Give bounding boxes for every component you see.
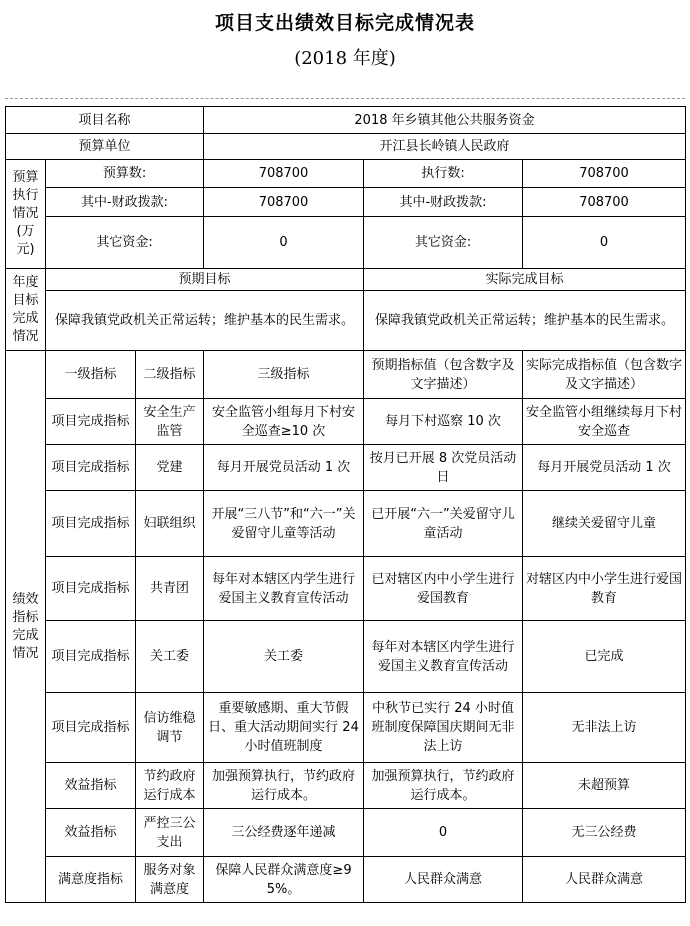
indicator-actual: 已完成 xyxy=(523,621,686,693)
divider xyxy=(5,98,685,99)
executed-label: 执行数: xyxy=(364,160,523,188)
budget-label: 预算数: xyxy=(46,160,204,188)
page-title: 项目支出绩效目标完成情况表 xyxy=(214,12,475,34)
indicator-header-row xyxy=(6,351,686,399)
indicator-level1: 项目完成指标 xyxy=(46,491,136,557)
indicator-level3: 重要敏感期、重大节假日、重大活动期间实行 24 小时值班制度 xyxy=(204,693,364,763)
column-header: 三级指标 xyxy=(204,351,364,399)
indicators-section-label: 绩效指标完成情况 xyxy=(6,351,46,903)
table-row xyxy=(6,445,686,491)
indicator-level1: 项目完成指标 xyxy=(46,693,136,763)
fiscal-allocation-value: 708700 xyxy=(204,188,364,217)
indicator-level1: 项目完成指标 xyxy=(46,621,136,693)
budget-value: 708700 xyxy=(204,160,364,188)
indicator-expected: 每年对本辖区内学生进行爱国主义教育宣传活动 xyxy=(364,621,523,693)
project-name-label: 项目名称 xyxy=(6,107,204,134)
indicator-level3: 开展“三八节”和“六一”关爱留守儿童等活动 xyxy=(204,491,364,557)
indicator-level3: 保障人民群众满意度≥95%。 xyxy=(204,857,364,903)
indicator-level1: 项目完成指标 xyxy=(46,445,136,491)
column-header: 实际完成指标值（包含数字及文字描述） xyxy=(523,351,686,399)
indicator-level3: 三公经费逐年递减 xyxy=(204,809,364,857)
indicator-level2: 严控三公支出 xyxy=(136,809,204,857)
indicator-level1: 项目完成指标 xyxy=(46,399,136,445)
indicator-actual: 继续关爱留守儿童 xyxy=(523,491,686,557)
indicator-level2: 节约政府运行成本 xyxy=(136,763,204,809)
indicator-level2: 信访维稳调节 xyxy=(136,693,204,763)
indicator-actual: 每月开展党员活动 1 次 xyxy=(523,445,686,491)
table-row xyxy=(6,857,686,903)
performance-table xyxy=(5,106,686,903)
indicator-level3: 关工委 xyxy=(204,621,364,693)
budget-row xyxy=(6,188,686,217)
indicator-actual: 人民群众满意 xyxy=(523,857,686,903)
table-row xyxy=(6,693,686,763)
indicator-level3: 安全监管小组每月下村安全巡查≥10 次 xyxy=(204,399,364,445)
goals-row xyxy=(6,291,686,351)
fiscal-allocation-executed-label: 其中-财政拨款: xyxy=(364,188,523,217)
budget-section-label: 预算执行情况(万元) xyxy=(6,160,46,269)
indicator-level2: 共青团 xyxy=(136,557,204,621)
other-funds-value: 0 xyxy=(204,217,364,269)
project-name-value: 2018 年乡镇其他公共服务资金 xyxy=(204,107,686,134)
goals-section-label: 年度目标完成情况 xyxy=(6,269,46,351)
indicator-level2: 党建 xyxy=(136,445,204,491)
other-funds-executed-value: 0 xyxy=(523,217,686,269)
column-header: 预期指标值（包含数字及文字描述） xyxy=(364,351,523,399)
indicator-expected: 已开展“六一”关爱留守儿童活动 xyxy=(364,491,523,557)
indicator-actual: 对辖区内中小学生进行爱国教育 xyxy=(523,557,686,621)
expected-goal-text: 保障我镇党政机关正常运转；维护基本的民生需求。 xyxy=(46,291,364,351)
indicator-expected: 中秋节已实行 24 小时值班制度保障国庆期间无非法上访 xyxy=(364,693,523,763)
indicator-expected: 已对辖区内中小学生进行爱国教育 xyxy=(364,557,523,621)
executed-value: 708700 xyxy=(523,160,686,188)
indicator-level1: 项目完成指标 xyxy=(46,557,136,621)
table-row xyxy=(6,491,686,557)
actual-goal-header: 实际完成目标 xyxy=(364,269,686,291)
budget-unit-label: 预算单位 xyxy=(6,134,204,160)
indicator-expected: 0 xyxy=(364,809,523,857)
indicator-expected: 人民群众满意 xyxy=(364,857,523,903)
indicator-expected: 每月下村巡察 10 次 xyxy=(364,399,523,445)
indicator-level3: 加强预算执行，节约政府运行成本。 xyxy=(204,763,364,809)
indicator-level2: 妇联组织 xyxy=(136,491,204,557)
budget-row xyxy=(6,217,686,269)
actual-goal-text: 保障我镇党政机关正常运转；维护基本的民生需求。 xyxy=(364,291,686,351)
table-row xyxy=(6,763,686,809)
indicator-level1: 效益指标 xyxy=(46,809,136,857)
unit-row xyxy=(6,134,686,160)
indicator-expected: 按月已开展 8 次党员活动日 xyxy=(364,445,523,491)
table-row xyxy=(6,557,686,621)
other-funds-executed-label: 其它资金: xyxy=(364,217,523,269)
goals-header-row xyxy=(6,269,686,291)
indicator-level3: 每年对本辖区内学生进行爱国主义教育宣传活动 xyxy=(204,557,364,621)
other-funds-label: 其它资金: xyxy=(46,217,204,269)
indicator-level3: 每月开展党员活动 1 次 xyxy=(204,445,364,491)
indicator-level2: 安全生产监管 xyxy=(136,399,204,445)
page-subtitle: (2018 年度) xyxy=(294,48,396,69)
table-row xyxy=(6,621,686,693)
project-row xyxy=(6,107,686,134)
indicator-level2: 关工委 xyxy=(136,621,204,693)
budget-row xyxy=(6,160,686,188)
indicator-level1: 满意度指标 xyxy=(46,857,136,903)
indicator-actual: 安全监管小组继续每月下村安全巡查 xyxy=(523,399,686,445)
indicator-actual: 无非法上访 xyxy=(523,693,686,763)
budget-unit-value: 开江县长岭镇人民政府 xyxy=(204,134,686,160)
fiscal-allocation-label: 其中-财政拨款: xyxy=(46,188,204,217)
column-header: 一级指标 xyxy=(46,351,136,399)
indicator-actual: 未超预算 xyxy=(523,763,686,809)
indicator-expected: 加强预算执行，节约政府运行成本。 xyxy=(364,763,523,809)
indicator-level1: 效益指标 xyxy=(46,763,136,809)
indicator-actual: 无三公经费 xyxy=(523,809,686,857)
table-row xyxy=(6,399,686,445)
column-header: 二级指标 xyxy=(136,351,204,399)
fiscal-allocation-executed-value: 708700 xyxy=(523,188,686,217)
table-row xyxy=(6,809,686,857)
indicator-level2: 服务对象满意度 xyxy=(136,857,204,903)
expected-goal-header: 预期目标 xyxy=(46,269,364,291)
